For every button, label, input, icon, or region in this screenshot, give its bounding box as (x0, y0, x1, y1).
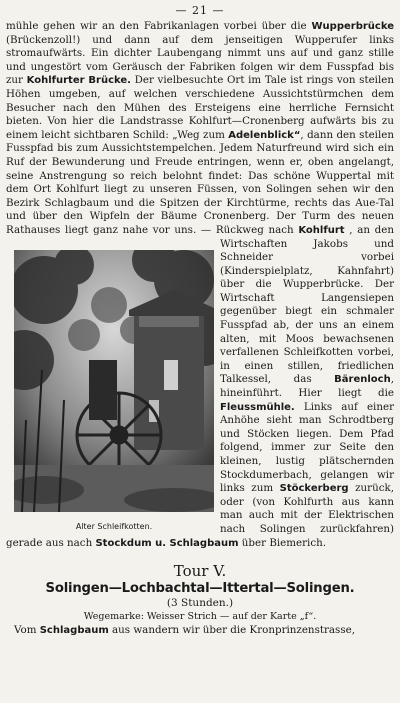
page-number: — 21 — (175, 4, 225, 17)
place-name: Adelenblick“ (228, 129, 301, 141)
tour-first-line (6, 624, 394, 637)
text-run: über Biemerich. (238, 536, 327, 549)
photo-old-grinding-mill (14, 250, 214, 512)
text-run: Links auf einer Anhöhe sieht man Schrodtberg und Stöcken liegen. Dem Pfad folgend, immer zur Seite den kleinen, lustig plätschernden Stockdumerbach, gelangen wir links zum (220, 400, 394, 495)
place-name: Kohlfurter Brücke. (26, 75, 131, 87)
photo-image (14, 250, 214, 512)
figure-caption: Alter Schleifkotten. (75, 521, 153, 531)
place-name: Wupperbrücke (311, 21, 394, 32)
text-run: Der vielbesuchte Ort im Tale ist rings von steilen Höhen umgeben, auf welchen verschiedene Aussichtstürmchen dem Besucher nach den Mühen des Ersteigens eine herrliche Fernsicht bieten. Von hier die Landstrasse Kohlfurt—Cronenberg aufwärts bis zu einem leicht sichtbaren Schild: „Weg zum (6, 74, 394, 141)
body-paragraph (6, 20, 394, 550)
text-run: , an den Wirtschaften Jakobs und Schneider vorbei (Kinderspielplatz, Kahnfahrt) über die Wupperbrücke. Der Wirtschaft Langensiepen gegenüber biegt ein schmaler Fusspfad ab, der uns an einem alten, mit Moos bewachsenen verfallenen Schleifkotten vorbei, in einen stillen, friedlichen Talkessel, das (220, 223, 394, 386)
figure (6, 242, 212, 534)
place-name: Schlagbaum (39, 625, 109, 637)
text-run: zurück, oder (von Kohlfurth aus kann man auch mit der Elektrischen nach Solingen zurückfahren) gerade aus nach (6, 482, 394, 549)
place-name: Bärenloch (334, 374, 391, 386)
text-run: , hineinführt. Hier liegt die (220, 373, 394, 400)
text-run: (Brückenzoll!) und dann auf dem jenseitigen Wupperufer links stromaufwärts. Ein dichter Laubengang nimmt uns auf und ganz stille und ungestört vom Geräusch der Fabriken folgen wir dem Fusspfad bis zur (6, 33, 394, 87)
tour-title: Solingen—Lochbachtal—Ittertal—Solingen. (45, 581, 355, 597)
trail-marker-note: Wegemarke: Weisser Strich — auf der Karte „f“. (83, 611, 317, 623)
text-run: , dann den steilen Fusspfad bis zum Aussichtstempelchen. Jedem Naturfreund wird sich ein Ruf der Bewunderung und Freude entringen, wenn er, oben angelangt, seine Anstrengung so reich belohnt findet: Das schöne Wuppertal mit dem Ort Kohlfurt liegt zu unseren Füssen, von Solingen sehen wir den Bezirk Schlagbaum und die Spitzen der Kirchtürme, rechts das Aue-Tal und über den Wipfeln der Bäume Cronenberg. Der Turm des neuen Rathauses liegt ganz nahe vor uns. — Rückweg nach (6, 128, 394, 236)
text-run: aus wandern wir über die Kronprinzenstrasse, (108, 624, 355, 637)
place-name: Kohlfurt (298, 224, 345, 236)
place-name: Fleussmühle. (220, 401, 295, 413)
tour-heading: Tour V. (173, 562, 227, 581)
text-run: Vom (14, 624, 40, 637)
tour-duration: (3 Stunden.) (166, 597, 234, 610)
place-name: Stockdum u. Schlagbaum (95, 537, 239, 549)
place-name: Stöckerberg (279, 483, 349, 495)
text-run: mühle gehen wir an den Fabrikanlagen vorbei über die (6, 20, 312, 32)
